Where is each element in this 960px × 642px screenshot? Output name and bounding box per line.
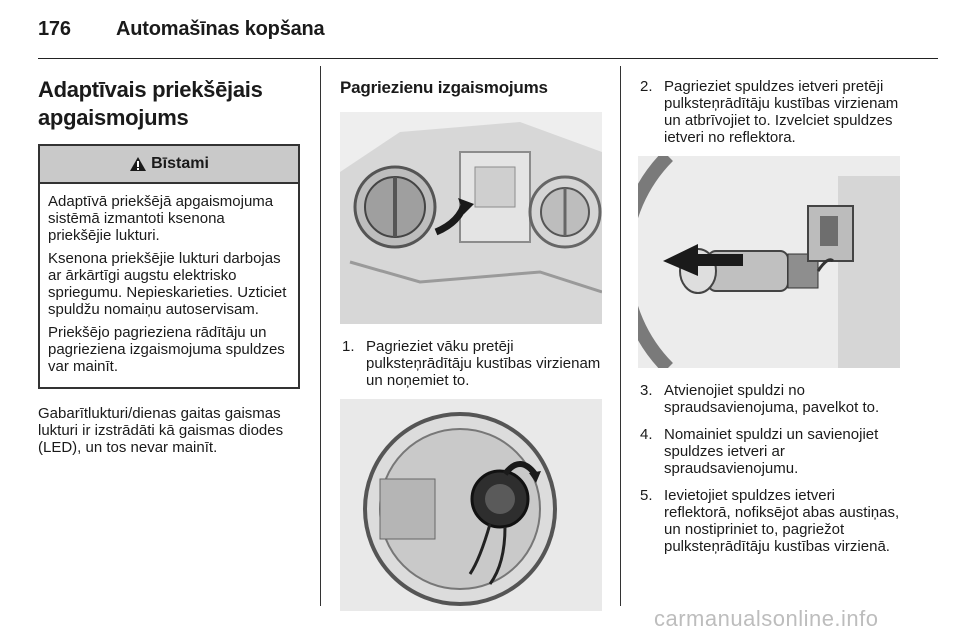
left-column <box>38 70 303 456</box>
warning-title: Bīstami <box>151 155 209 172</box>
figure-headlamp-cover <box>340 112 602 324</box>
bulb-holder-illustration <box>340 399 602 611</box>
headlamp-illustration <box>340 112 602 324</box>
list-item: 5. Ievietojiet spuldzes ietveri reflektorā, nofiksējot abas austiņas, un nostipriniet to, pagriežot pulksteņrādītāju kustības virzienā. <box>640 487 900 555</box>
warning-header <box>40 146 298 184</box>
warning-body <box>40 184 298 387</box>
subsection-heading: Pagriezienu izgaismojums <box>340 78 548 97</box>
steps-list <box>638 78 900 146</box>
warning-box <box>38 144 300 389</box>
list-item: 2. Pagrieziet spuldzes ietveri pretēji pulksteņrādītāju kustības virzienam un atbrīvojiet to. Izvelciet spuldzes ietveri no reflektora. <box>640 78 899 146</box>
column-divider-2 <box>620 66 621 606</box>
warning-triangle-icon <box>129 156 147 172</box>
led-info-paragraph: Gabarītlukturi/dienas gaitas gaismas lukturi ir izstrādāti kā gaismas diodes (LED), un tos nevar mainīt. <box>38 405 284 456</box>
right-column <box>638 70 900 565</box>
list-item: 3. Atvienojiet spuldzi no spraudsavienojuma, pavelkot to. <box>640 382 880 416</box>
warning-paragraph: Ksenona priekšējie lukturi darbojas ar ārkārtīgi augstu elektrisko spriegumu. Nepieskarieties. Uzticiet spuldžu nomaiņu autoservisam. <box>48 250 287 318</box>
steps-list <box>638 382 900 555</box>
bulb-removal-illustration <box>638 156 900 368</box>
list-item: 1. Pagrieziet vāku pretēji pulksteņrādītāju kustības virzienam un noņemiet to. <box>342 338 601 389</box>
warning-paragraph: Priekšējo pagrieziena rādītāju un pagrieziena izgaismojuma spuldzes var mainīt. <box>48 324 285 375</box>
chapter-title: Automašīnas kopšana <box>116 18 325 40</box>
watermark: carmanualsonline.info <box>654 606 879 631</box>
list-item: 4. Nomainiet spuldzi un savienojiet spuldzes ietveri ar spraudsavienojumu. <box>640 426 879 477</box>
header-divider <box>38 58 938 59</box>
column-divider-1 <box>320 66 321 606</box>
figure-bulb-removal <box>638 156 900 368</box>
steps-list <box>340 338 602 389</box>
warning-paragraph: Adaptīvā priekšējā apgaismojuma sistēmā izmantoti ksenona priekšējie lukturi. <box>48 193 274 244</box>
figure-bulb-holder <box>340 399 602 611</box>
page-header <box>38 18 938 48</box>
page-number: 176 <box>38 18 71 40</box>
middle-column <box>340 70 602 611</box>
section-heading: Adaptīvais priekšējais apgaismojums <box>38 77 263 130</box>
